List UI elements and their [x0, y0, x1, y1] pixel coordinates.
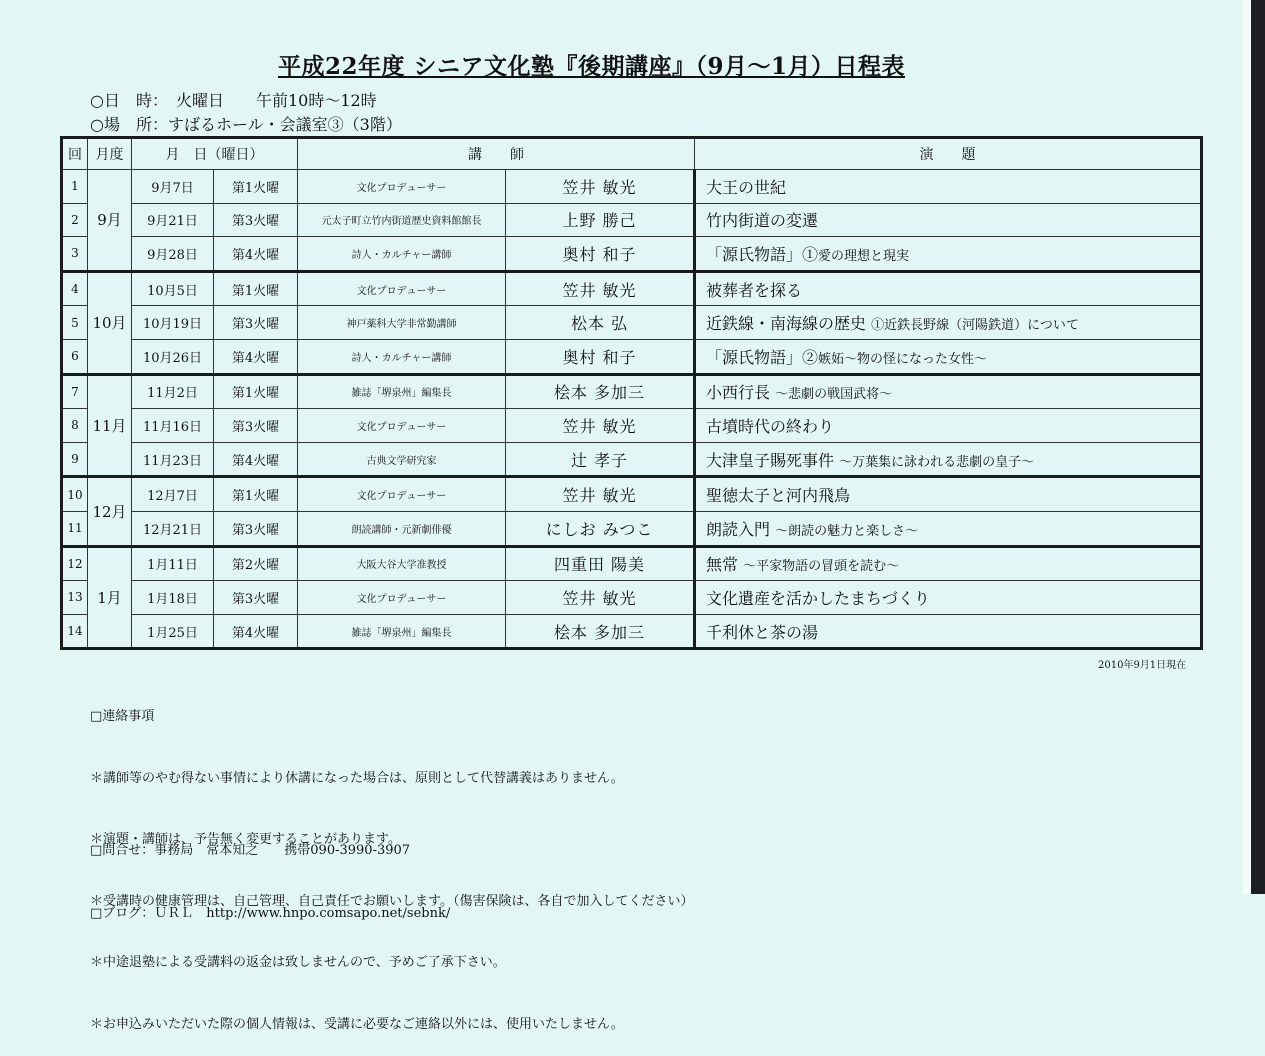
topic-subtitle: ～平家物語の冒頭を読む～ [743, 559, 900, 575]
weekday-cell: 第4火曜 [214, 442, 298, 477]
notes-heading: □連絡事項 [90, 709, 155, 724]
topic-cell [695, 511, 1202, 546]
affiliation-cell: 詩人・カルチャー講師 [298, 339, 506, 374]
date-cell: 9月21日 [132, 203, 214, 237]
date-cell: 10月26日 [132, 339, 214, 374]
table-row [62, 339, 1202, 374]
topic-subtitle: 愛の理想と現実 [818, 248, 910, 264]
row-number: 12 [62, 546, 88, 581]
topic-title: 小西行長 [706, 383, 776, 403]
weekday-cell: 第1火曜 [214, 170, 298, 204]
note-item: ＊演題・講師は、予告無く変更することがあります。 [90, 832, 401, 847]
row-number: 9 [62, 442, 88, 477]
date-cell: 1月25日 [132, 614, 214, 649]
date-cell: 12月7日 [132, 477, 214, 512]
weekday-cell: 第1火曜 [214, 271, 298, 306]
topic-subtitle: ～朗読の魅力と楽しさ～ [775, 523, 919, 539]
month-cell: 1月 [88, 546, 132, 649]
weekday-cell: 第4火曜 [214, 614, 298, 649]
row-number: 3 [62, 237, 88, 272]
topic-subtitle: ～悲劇の戦国武将～ [775, 387, 893, 403]
affiliation-cell: 古典文学研究家 [298, 442, 506, 477]
info-place: ○場 所：すばるホール・会議室③（3階） [90, 115, 402, 134]
affiliation-cell: 神戸薬科大学非常勤講師 [298, 306, 506, 340]
affiliation-cell: 文化プロデューサー [298, 581, 506, 615]
affiliation-cell: 詩人・カルチャー講師 [298, 237, 506, 272]
contact-blog-url: □ブログ：ＵＲＬ http://www.hnpo.comsapo.net/sebnk/ [90, 906, 451, 921]
lecturer-cell: 桧本 多加三 [506, 614, 695, 649]
month-cell: 11月 [88, 374, 132, 477]
table-body [62, 170, 1202, 649]
header-date: 月 日（曜日） [132, 138, 298, 170]
topic-cell [695, 203, 1202, 237]
lecturer-cell: 松本 弘 [506, 306, 695, 340]
topic-cell [695, 409, 1202, 443]
date-cell: 11月23日 [132, 442, 214, 477]
table-row [62, 581, 1202, 615]
topic-title: 朗読入門 [706, 519, 776, 539]
topic-cell [695, 546, 1202, 581]
month-cell: 9月 [88, 170, 132, 272]
row-number: 7 [62, 374, 88, 409]
table-row [62, 442, 1202, 477]
topic-title: 古墳時代の終わり [706, 416, 835, 436]
weekday-cell: 第3火曜 [214, 511, 298, 546]
affiliation-cell: 雑誌「堺泉州」編集長 [298, 614, 506, 649]
affiliation-cell: 文化プロデューサー [298, 409, 506, 443]
row-number: 5 [62, 306, 88, 340]
weekday-cell: 第3火曜 [214, 203, 298, 237]
topic-title: 文化遺産を活かしたまちづくり [706, 588, 930, 608]
date-cell: 1月18日 [132, 581, 214, 615]
date-cell: 11月16日 [132, 409, 214, 443]
lecturer-cell: にしお みつこ [506, 511, 695, 546]
topic-subtitle: 嫉妬～物の怪になった女性～ [818, 351, 988, 367]
row-number: 1 [62, 170, 88, 204]
topic-title: 聖徳太子と河内飛鳥 [706, 486, 851, 506]
affiliation-cell: 元太子町立竹内街道歴史資料館館長 [298, 203, 506, 237]
lecturer-cell: 四重田 陽美 [506, 546, 695, 581]
weekday-cell: 第1火曜 [214, 477, 298, 512]
table-row [62, 237, 1202, 272]
row-number: 11 [62, 511, 88, 546]
date-cell: 10月19日 [132, 306, 214, 340]
note-item: ＊お申込みいただいた際の個人情報は、受講に必要なご連絡以外には、使用いたしません。 [90, 1016, 624, 1032]
table-row [62, 409, 1202, 443]
header-no: 回 [62, 138, 88, 170]
topic-cell [695, 614, 1202, 649]
schedule-table [60, 136, 1203, 650]
contact-phone: □問合せ：事務局 常本知之 携帯090-3990-3907 [90, 843, 411, 858]
topic-title: 竹内街道の変遷 [706, 211, 819, 231]
date-cell: 9月28日 [132, 237, 214, 272]
topic-cell [695, 374, 1202, 409]
affiliation-cell: 文化プロデューサー [298, 170, 506, 204]
date-cell: 1月11日 [132, 546, 214, 581]
row-number: 6 [62, 339, 88, 374]
topic-cell [695, 581, 1202, 615]
topic-subtitle: ①近鉄長野線（河陽鉄道）について [871, 318, 1079, 334]
table-row [62, 614, 1202, 649]
topic-title: 被葬者を探る [706, 280, 803, 300]
table-row [62, 203, 1202, 237]
lecturer-cell: 奥村 和子 [506, 339, 695, 374]
topic-cell [695, 339, 1202, 374]
weekday-cell: 第4火曜 [214, 339, 298, 374]
table-row [62, 511, 1202, 546]
topic-cell [695, 271, 1202, 306]
affiliation-cell: 雑誌「堺泉州」編集長 [298, 374, 506, 409]
topic-title: 「源氏物語」② [706, 347, 819, 367]
topic-title: 近鉄線・南海線の歴史 [706, 314, 872, 334]
topic-cell [695, 237, 1202, 272]
month-cell: 10月 [88, 271, 132, 374]
scan-edge [1243, 0, 1265, 894]
date-cell: 12月21日 [132, 511, 214, 546]
header-topic: 演 題 [695, 138, 1202, 170]
note-item: ＊受講時の健康管理は、自己管理、自己責任でお願いします。（傷害保険は、各自で加入してください） [90, 893, 694, 909]
topic-title: 大津皇子賜死事件 [706, 450, 840, 470]
topic-cell [695, 477, 1202, 512]
month-cell: 12月 [88, 477, 132, 546]
lecturer-cell: 笠井 敏光 [506, 170, 695, 204]
affiliation-cell: 大阪大谷大学准教授 [298, 546, 506, 581]
info-time: ○日 時： 火曜日 午前10時～12時 [90, 91, 377, 110]
as-of-date: 2010年9月1日現在 [1098, 660, 1187, 671]
row-number: 13 [62, 581, 88, 615]
table-row [62, 374, 1202, 409]
contact-section [90, 798, 450, 945]
weekday-cell: 第4火曜 [214, 237, 298, 272]
row-number: 2 [62, 203, 88, 237]
topic-title: 千利休と茶の湯 [706, 622, 819, 642]
row-number: 8 [62, 409, 88, 443]
table-row [62, 546, 1202, 581]
date-cell: 10月5日 [132, 271, 214, 306]
topic-title: 無常 [706, 555, 744, 575]
affiliation-cell: 朗読講師・元新劇俳優 [298, 511, 506, 546]
lecturer-cell: 桧本 多加三 [506, 374, 695, 409]
lecturer-cell: 奥村 和子 [506, 237, 695, 272]
affiliation-cell: 文化プロデューサー [298, 477, 506, 512]
header-lecturer: 講 師 [298, 138, 695, 170]
note-item: ＊講師等のやむ得ない事情により休講になった場合は、原則として代替講義はありません。 [90, 770, 624, 786]
table-header-row [62, 138, 1202, 170]
topic-cell [695, 170, 1202, 204]
lecturer-cell: 笠井 敏光 [506, 581, 695, 615]
lecturer-cell: 笠井 敏光 [506, 477, 695, 512]
note-item: ＊中途退塾による受講料の返金は致しませんので、予めご了承下さい。 [90, 955, 506, 970]
topic-cell [695, 306, 1202, 340]
table-row [62, 477, 1202, 512]
row-number: 4 [62, 271, 88, 306]
lecturer-cell: 辻 孝子 [506, 442, 695, 477]
lecturer-cell: 笠井 敏光 [506, 271, 695, 306]
topic-cell [695, 442, 1202, 477]
topic-title: 大王の世紀 [706, 177, 787, 197]
lecturer-cell: 上野 勝己 [506, 203, 695, 237]
weekday-cell: 第3火曜 [214, 306, 298, 340]
table-row [62, 306, 1202, 340]
date-cell: 9月7日 [132, 170, 214, 204]
lecturer-cell: 笠井 敏光 [506, 409, 695, 443]
row-number: 10 [62, 477, 88, 512]
weekday-cell: 第3火曜 [214, 581, 298, 615]
topic-subtitle: ～万葉集に詠われる悲劇の皇子～ [839, 454, 1035, 470]
affiliation-cell: 文化プロデューサー [298, 271, 506, 306]
weekday-cell: 第1火曜 [214, 374, 298, 409]
weekday-cell: 第3火曜 [214, 409, 298, 443]
page-title: 平成22年度 シニア文化塾『後期講座』（9月～1月）日程表 [278, 53, 906, 80]
header-month: 月度 [88, 138, 132, 170]
table-row [62, 271, 1202, 306]
topic-title: 「源氏物語」① [706, 244, 819, 264]
weekday-cell: 第2火曜 [214, 546, 298, 581]
row-number: 14 [62, 614, 88, 649]
table-row [62, 170, 1202, 204]
date-cell: 11月2日 [132, 374, 214, 409]
